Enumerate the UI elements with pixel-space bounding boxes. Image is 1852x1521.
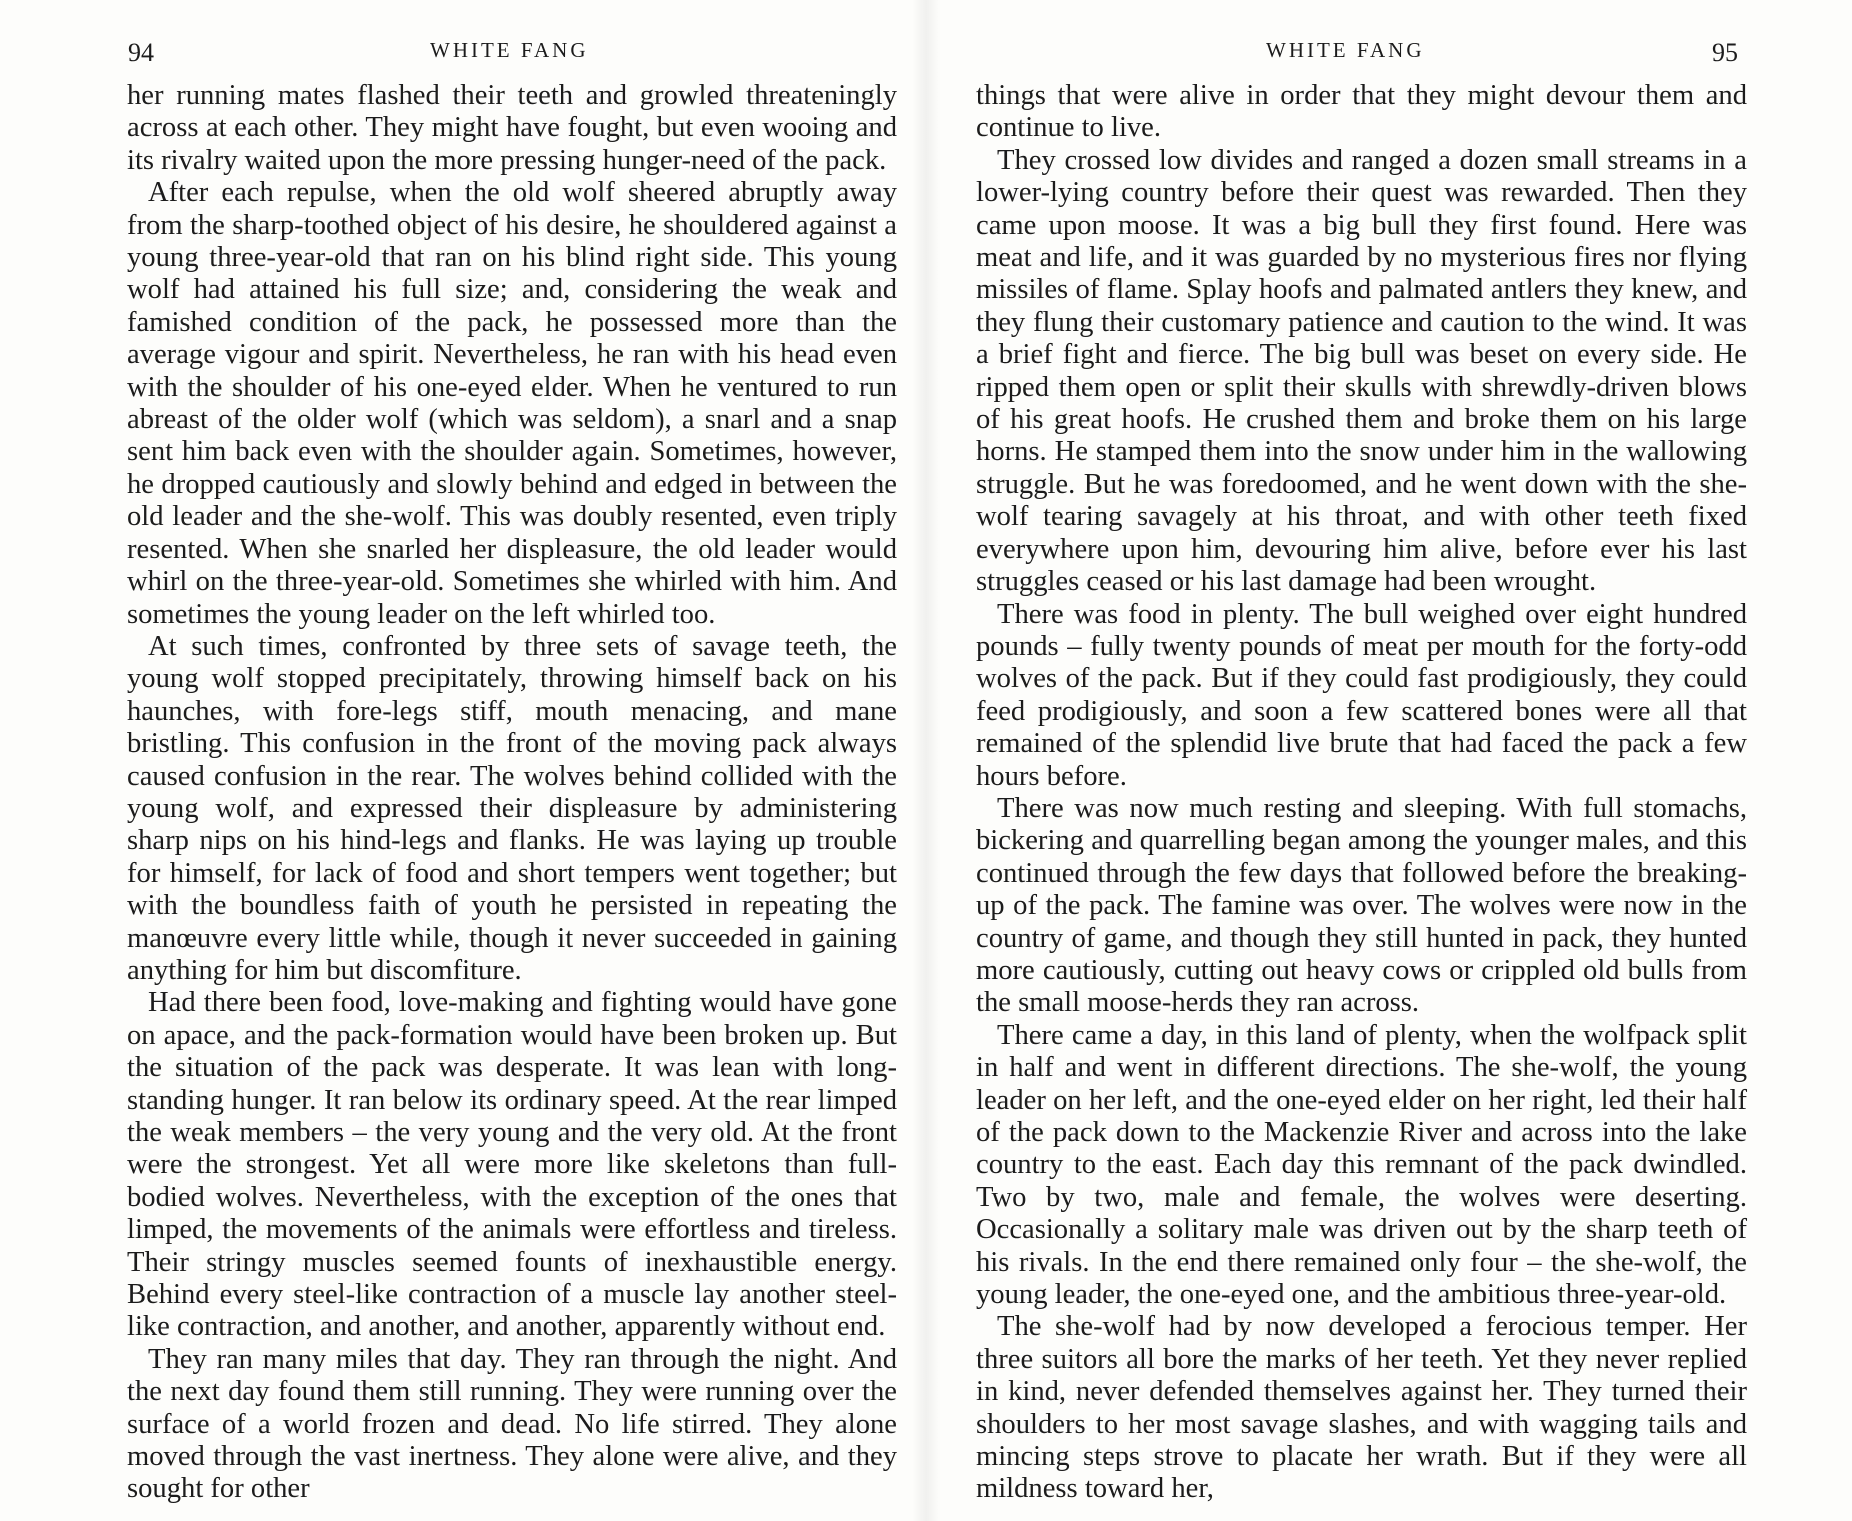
running-head: WHITE FANG bbox=[430, 38, 589, 62]
paragraph: things that were alive in order that they might devour them and continue to live. bbox=[976, 80, 1747, 144]
paragraph: There came a day, in this land of plenty, when the wolfpack split in half and went in different directions. The she-wolf, the young leader on her left, and the one-eyed elder on her right, led their half of the pack down to the Mackenzie River and across into the lake country to the east. Each day this remnant of the pack dwindled. Two by two, male and female, the wolves were deserting. Occasionally a solitary male was driven out by the sharp teeth of his rivals. In the end there remained only four – the she-wolf, the young leader, the one-eyed one, and the ambitious three-year-old. bbox=[976, 1019, 1747, 1311]
page-number: 94 bbox=[128, 38, 154, 67]
body-text bbox=[127, 80, 897, 1506]
page-number: 95 bbox=[1712, 38, 1738, 67]
running-head: WHITE FANG bbox=[1266, 38, 1425, 62]
paragraph: At such times, confronted by three sets of savage teeth, the young wolf stopped precipitately, throwing himself back on his haunches, with fore-legs stiff, mouth menacing, and mane bristling. This confusion in the front of the moving pack always caused confusion in the rear. The wolves behind collided with the young wolf, and expressed their displeasure by administering sharp nips on his hind-legs and flanks. He was laying up trouble for himself, for lack of food and short tempers went together; but with the boundless faith of youth he persisted in repeating the manœuvre every little while, though it never succeeded in gaining anything for him but discomfiture. bbox=[127, 630, 897, 986]
body-text bbox=[976, 80, 1747, 1506]
paragraph: The she-wolf had by now developed a ferocious temper. Her three suitors all bore the marks of her teeth. Yet they never replied in kind, never defended themselves against her. They turned their shoulders to her most savage slashes, and with wagging tails and mincing steps strove to placate her wrath. But if they were all mildness toward her, bbox=[976, 1311, 1747, 1505]
paragraph: Had there been food, love-making and fighting would have gone on apace, and the pack-formation would have been broken up. But the situation of the pack was desperate. It was lean with long-standing hunger. It ran below its ordinary speed. At the rear limped the weak members – the very young and the very old. At the front were the strongest. Yet all were more like skeletons than full-bodied wolves. Nevertheless, with the exception of the ones that limped, the movements of the animals were effortless and tireless. Their stringy muscles seemed founts of inexhaustible energy. Behind every steel-like contraction of a muscle lay another steel-like contraction, and another, and another, apparently without end. bbox=[127, 987, 897, 1343]
paragraph: They ran many miles that day. They ran through the night. And the next day found them still running. They were running over the surface of a world frozen and dead. No life stirred. They alone moved through the vast inertness. They alone were alive, and they sought for other bbox=[127, 1343, 897, 1505]
paragraph: After each repulse, when the old wolf sheered abruptly away from the sharp-toothed object of his desire, he shouldered against a young three-year-old that ran on his blind right side. This young wolf had attained his full size; and, considering the weak and famished condition of the pack, he possessed more than the average vigour and spirit. Nevertheless, he ran with his head even with the shoulder of his one-eyed elder. When he ventured to run abreast of the older wolf (which was seldom), a snarl and a snap sent him back even with the shoulder again. Sometimes, however, he dropped cautiously and slowly behind and edged in between the old leader and the she-wolf. This was doubly resented, even triply resented. When she snarled her displeasure, the old leader would whirl on the three-year-old. Sometimes she whirled with him. And sometimes the young leader on the left whirled too. bbox=[127, 177, 897, 630]
right-page bbox=[926, 0, 1852, 1521]
paragraph: There was now much resting and sleeping. With full stomachs, bickering and quarrelling began among the younger males, and this continued through the few days that followed before the breaking-up of the pack. The famine was over. The wolves were now in the country of game, and though they still hunted in pack, they hunted more cautiously, cutting out heavy cows or crippled old bulls from the small moose-herds they ran across. bbox=[976, 792, 1747, 1019]
paragraph: There was food in plenty. The bull weighed over eight hundred pounds – fully twenty pounds of meat per mouth for the forty-odd wolves of the pack. But if they could fast prodigiously, they could feed prodigiously, and soon a few scattered bones were all that remained of the splendid live brute that had faced the pack a few hours before. bbox=[976, 598, 1747, 792]
paragraph: They crossed low divides and ranged a dozen small streams in a lower-lying country before their quest was rewarded. Then they came upon moose. It was a big bull they first found. Here was meat and life, and it was guarded by no mysterious fires nor flying missiles of flame. Splay hoofs and palmated antlers they knew, and they flung their customary patience and caution to the wind. It was a brief fight and fierce. The big bull was beset on every side. He ripped them open or split their skulls with shrewdly-driven blows of his great hoofs. He crushed them and broke them on his large horns. He stamped them into the snow under him in the wallowing struggle. But he was foredoomed, and he went down with the she-wolf tearing savagely at his throat, and with other teeth fixed everywhere upon him, devouring him alive, before ever his last struggles ceased or his last damage had been wrought. bbox=[976, 144, 1747, 598]
paragraph: her running mates flashed their teeth and growled threateningly across at each other. They might have fought, but even wooing and its rivalry waited upon the more pressing hunger-need of the pack. bbox=[127, 80, 897, 176]
